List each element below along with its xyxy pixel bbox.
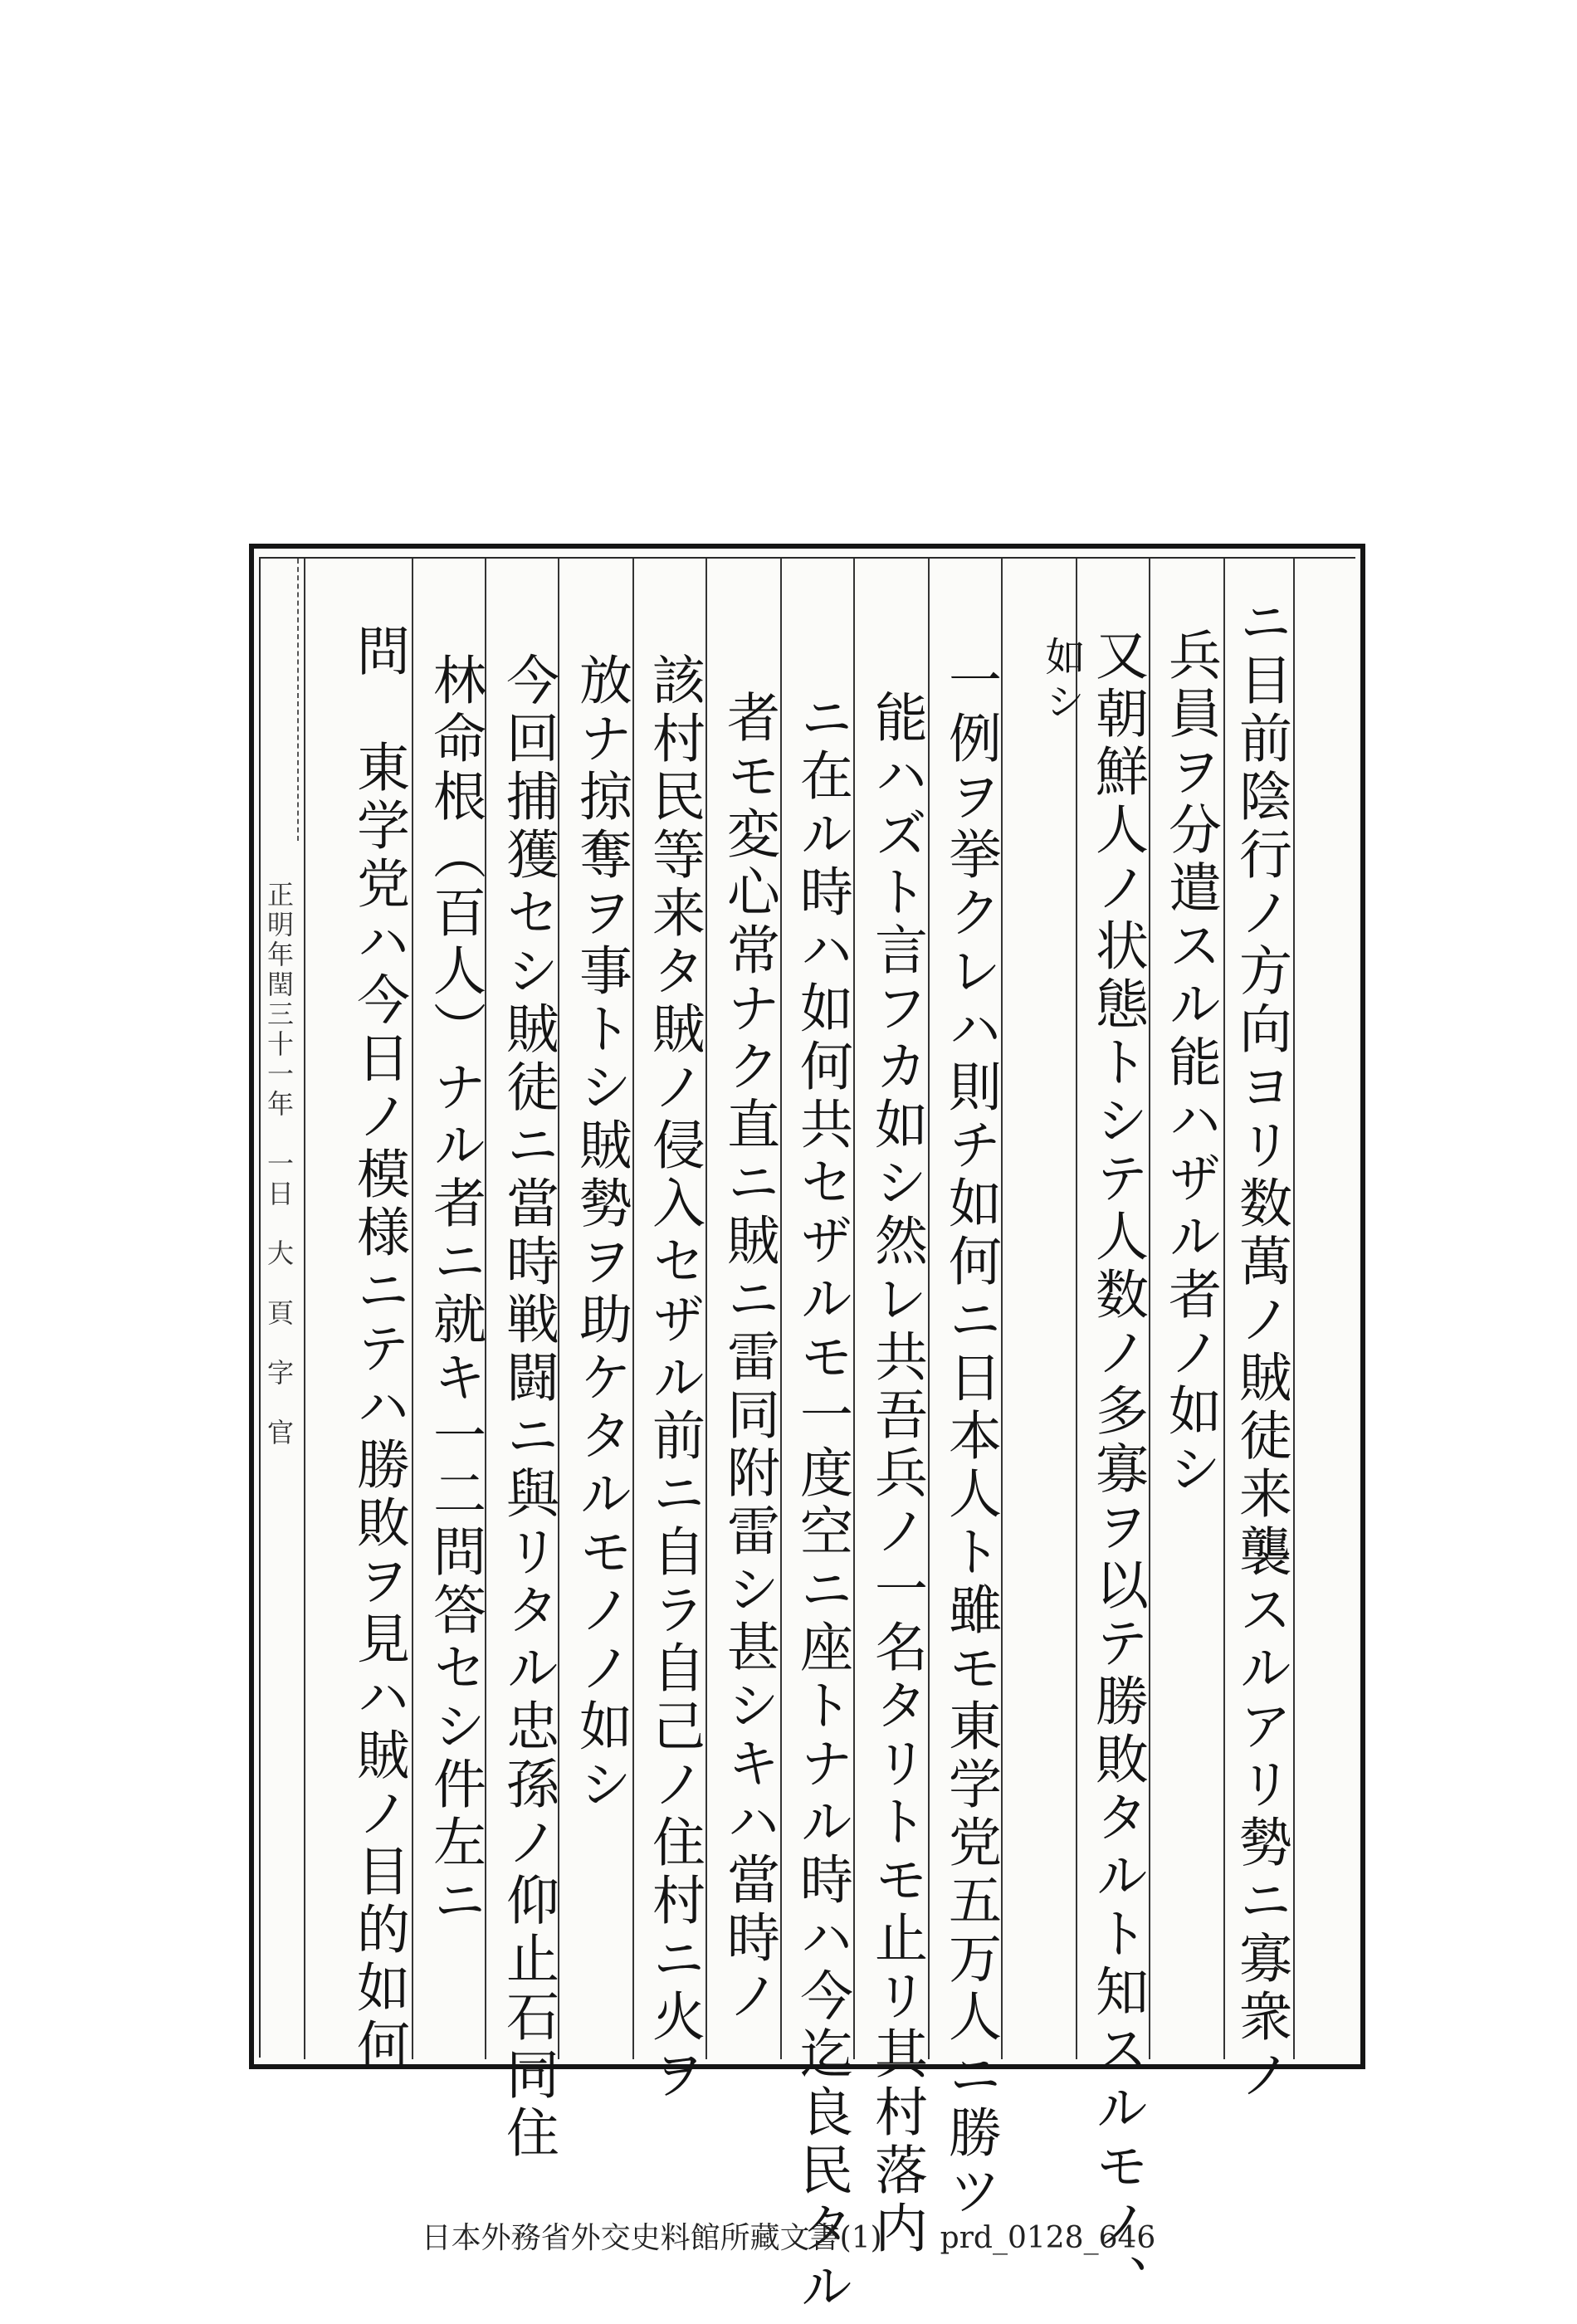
text-column: ニ目前陰行ノ方向ヨリ数萬ノ賊徒来襲スルアリ勢ニ寡衆ノ (1230, 594, 1291, 2105)
column-rule (632, 559, 634, 2059)
text-column: 能ハズト言フカ如シ然レ共吾兵ノ一名タリトモ止リ其村落内 (866, 690, 927, 2258)
text-column: 者モ変心常ナク直ニ賊ニ雷同附雷シ甚シキハ當時ノ (718, 690, 779, 2026)
document-id: prd_0128_646 (940, 2221, 1156, 2255)
text-column: 如シ (1038, 636, 1085, 725)
column-rule (412, 559, 413, 2059)
text-column: 兵員ヲ分遣スル能ハザル者ノ如シ (1160, 627, 1221, 1499)
column-rule (1076, 559, 1077, 2059)
text-column: 該村民等来タ賊ノ侵入セザル前ニ自ラ自己ノ住村ニ火ヲ (643, 652, 705, 2105)
column-rule (1293, 559, 1295, 2059)
column-rule (1149, 559, 1150, 2059)
margin-box (261, 559, 299, 841)
text-column: 問 東学党ハ今日ノ模様ニテハ勝敗ヲ見ハ賊ノ目的如何 (348, 623, 409, 2076)
margin-note: 正明年閏三十一年 一日 大 頁 字 官 (263, 881, 295, 1448)
column-rule (780, 559, 782, 2059)
column-rule (853, 559, 855, 2059)
text-column: 又朝鮮人ノ状態トシテ人数ノ多寡ヲ以テ勝敗タルト知スルモノ、 (1086, 627, 1148, 2312)
text-column: ニ在ル時ハ如何共セザルモ一度空ニ座トナル時ハ今迄良民タル (791, 690, 852, 2317)
column-rule (304, 559, 305, 2059)
text-column: 林命根（百人）ナル者ニ就キ一二問答セシ件左ニ (424, 652, 486, 1931)
archive-label: 日本外務省外交史料館所藏文書(1) (421, 2221, 882, 2255)
text-column: 放ナ掠奪ヲ事トシ賊勢ヲ助ケタルモノノ如シ (570, 652, 632, 1814)
text-column: 今回捕獲セシ賊徒ニ當時戦闘ニ與リタル忠孫ノ仰止石同住 (497, 652, 559, 2163)
column-rule (928, 559, 930, 2059)
column-rule (1223, 559, 1225, 2059)
column-rule (706, 559, 707, 2059)
text-column: 一例ヲ挙クレハ則チ如何ニ日本人ト雖モ東学党五万人ニ勝ツ (940, 652, 1001, 2221)
archive-footer (0, 2214, 1577, 2257)
